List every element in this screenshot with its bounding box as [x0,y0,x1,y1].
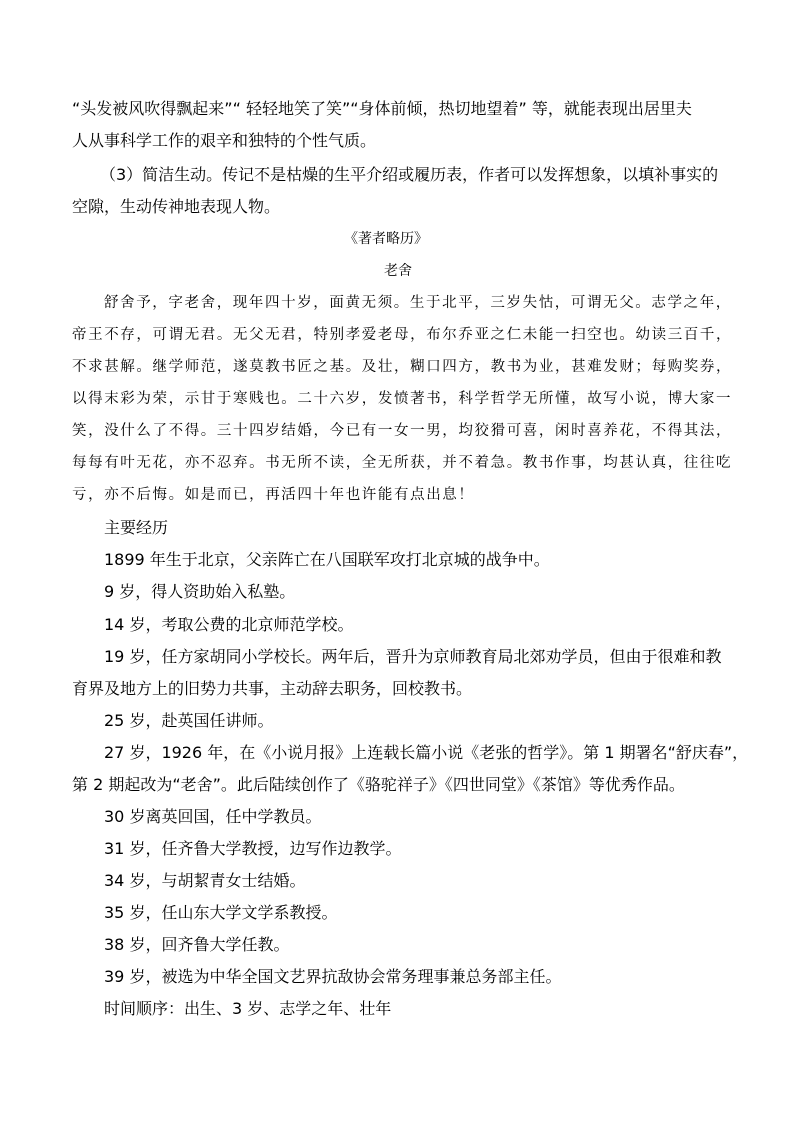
essay-line: 亏，亦不后悔。如是而已，再活四十年也许能有点出息！ [72,487,475,503]
experience-item: 25 岁，赴英国任讲师。 [104,711,274,730]
experience-item: 39 岁，被选为中华全国文艺界抗敌协会常务理事兼总务部主任。 [104,967,562,986]
experience-heading: 主要经历 [104,518,169,537]
essay-author: 老舍 [384,263,412,279]
experience-item: 育界及地方上的旧势力共事，主动辞去职务，回校教书。 [72,679,473,698]
essay-title: 《著者略历》 [344,231,428,247]
experience-item: 38 岁，回齐鲁大学任教。 [104,935,290,954]
time-order-note: 时间顺序：出生、3 岁、志学之年、壮年 [104,999,392,1018]
experience-item: 1899 年生于北京，父亲阵亡在八国联军攻打北京城的战争中。 [104,550,550,569]
intro-line-2: 人从事科学工作的艰辛和独特的个性气质。 [72,131,377,150]
essay-line: 帝王不存，可谓无君。无父无君，特别孝爱老母，布尔乔亚之仁未能一扫空也。幼读三百千， [72,327,733,343]
essay-line: 笑，没什么了不得。三十四岁结婚，今已有一女一男，均狡猾可喜，闲时喜养花，不得其法， [72,423,733,439]
intro-line-1: “头发被风吹得飘起来”“ 轻轻地笑了笑”“身体前倾，热切地望着” 等，就能表现出居里夫 [72,99,692,118]
experience-item: 9 岁，得人资助始入私塾。 [104,582,296,601]
intro-line-4: 空隙，生动传神地表现人物。 [72,197,281,216]
experience-item: 第 2 期起改为“老舍”。此后陆续创作了《骆驼祥子》《四世同堂》《茶馆》等优秀作品。 [72,775,685,794]
experience-item: 19 岁，任方家胡同小学校长。两年后，晋升为京师教育局北郊劝学员，但由于很难和教 [104,647,722,666]
experience-item: 31 岁，任齐鲁大学教授，边写作边教学。 [104,839,402,858]
experience-item: 14 岁，考取公费的北京师范学校。 [104,615,354,634]
essay-line: 不求甚解。继学师范，遂莫教书匠之基。及壮，糊口四方，教书为业，甚难发财；每购奖券， [72,359,733,375]
essay-line: 以得末彩为荣，示甘于寒贱也。二十六岁，发愤著书，科学哲学无所懂，故写小说，博大家一 [72,391,733,407]
experience-item: 35 岁，任山东大学文学系教授。 [104,903,338,922]
essay-line: 舒舍予，字老舍，现年四十岁，面黄无须。生于北平，三岁失怙，可谓无父。志学之年， [104,295,732,311]
intro-line-3: （3）简洁生动。传记不是枯燥的生平介绍或履历表，作者可以发挥想象，以填补事实的 [100,165,719,184]
essay-line: 每每有叶无花，亦不忍弃。书无所不读，全无所获，并不着急。教书作事，均甚认真，往往吃 [72,455,733,471]
experience-item: 34 岁，与胡絜青女士结婚。 [104,871,306,890]
experience-item: 30 岁离英回国，任中学教员。 [104,807,322,826]
experience-item: 27 岁，1926 年，在《小说月报》上连载长篇小说《老张的哲学》。第 1 期署名“舒庆春”， [104,743,749,762]
